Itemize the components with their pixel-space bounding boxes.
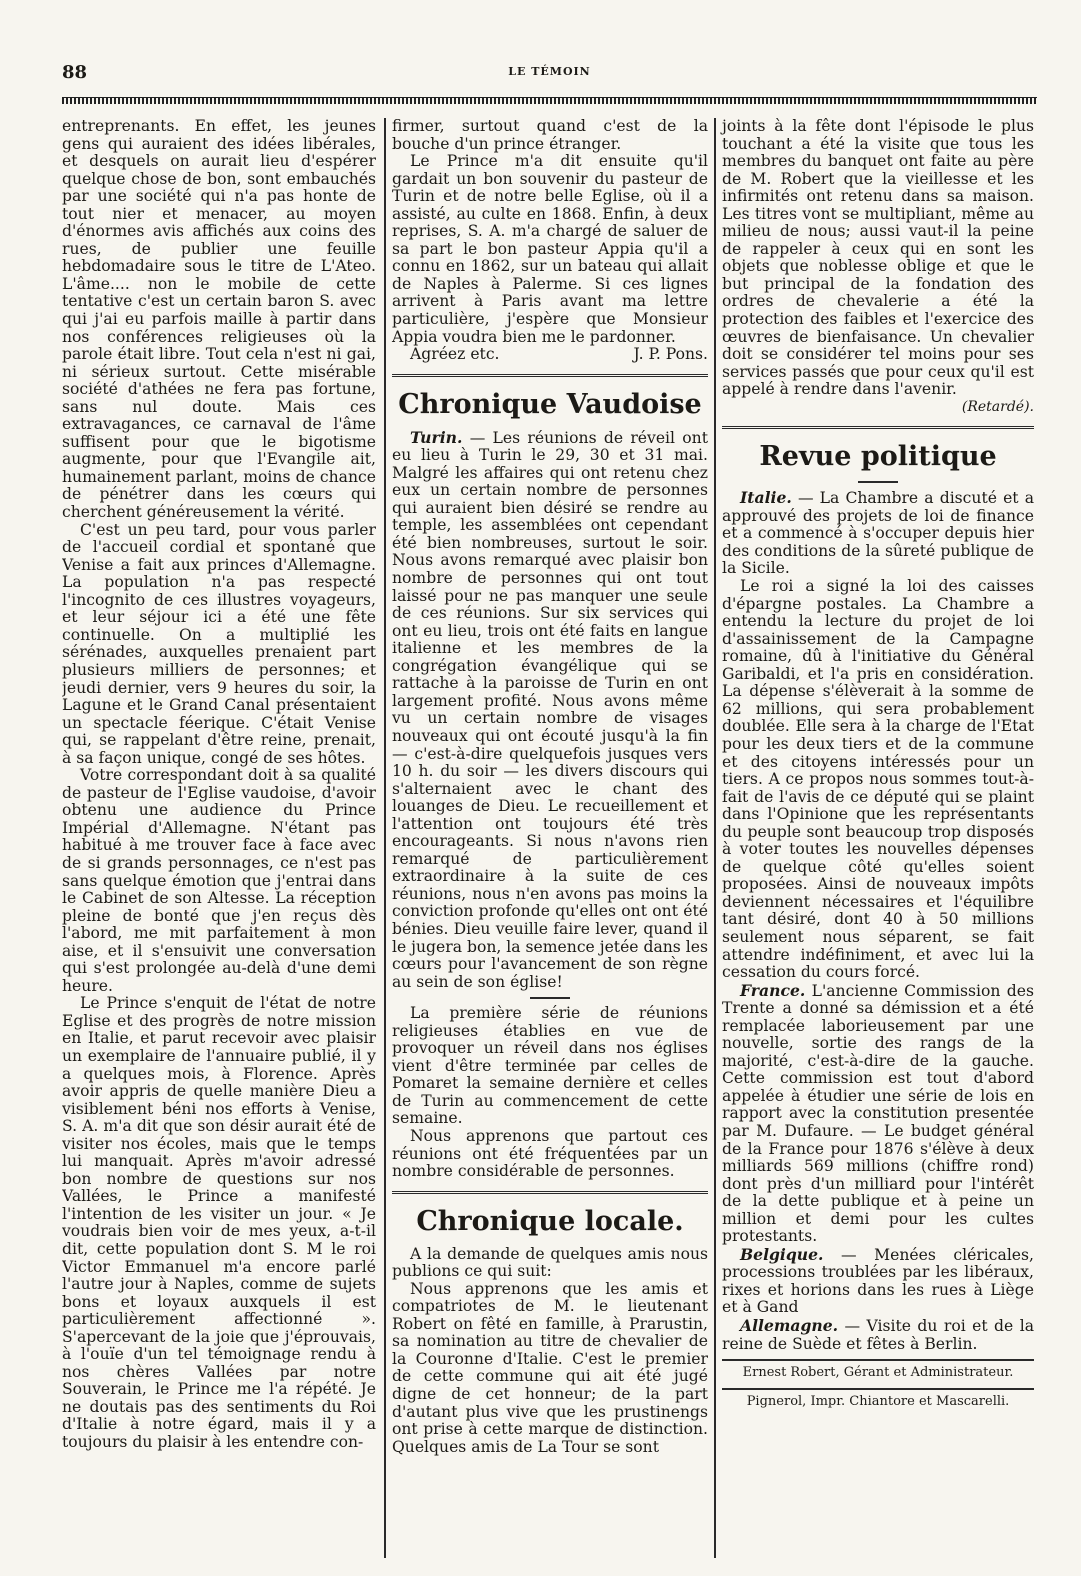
paragraph: C'est un peu tard, pour vous parler de l'accueil cordial et spontané que Venise a fait aux princes d'Allemagne. La population n'a pas respecté l'incognito de ces illustres voyageurs, et leur séjour ici a été une fête continuelle. On a multiplié les sérénades, auxquelles prenaient part plusieurs milliers de personnes; et jeudi dernier, vers 9 heures du soir, la Lagune et le Grand Canal présentaient un spectacle féerique. C'était Venise qui, se rappelant d'être reine, prenait, à sa façon unique, congé de ses hôtes. [62, 520, 376, 767]
news-item [722, 1317, 1034, 1353]
paragraph: firmer, surtout quand c'est de la bouche d'un prince étranger. [392, 117, 708, 153]
section-rule [722, 426, 1034, 429]
news-item [722, 1246, 1034, 1317]
news-item [392, 429, 708, 992]
signature: J. P. Pons. [633, 345, 708, 364]
imprint-rule [722, 1359, 1034, 1361]
column-divider [714, 118, 716, 1558]
header-rule [62, 97, 1037, 104]
paragraph: Le Prince s'enquit de l'état de notre Eglise et des progrès de notre mission en Italie, et parut recevoir avec plaisir un exemplaire de l'annuaire publié, il y a quelques mois, à Florence. Après avoir appris de quelle manière Dieu a visiblement béni nos efforts à Venise, S. A. m'a dit que son désir aurait été de visiter nos écoles, mais que le temps lui manquait. Après m'avoir adressé bon nombre de questions sur nos Vallées, le Prince a manifesté l'intention de les visiter un jour. « Je voudrais bien voir de mes yeux, a-t-il dit, cette population dont S. M le roi Victor Emmanuel m'a encore parlé l'autre jour à Naples, comme de sujets bons et loyaux auxquels il est particulièrement affectionné ». S'apercevant de la joie que j'éprouvais, à l'ouïe d'un tel témoignage rendu à nos chères Vallées par notre Souverain, le Prince me l'a répété. Je ne doutais pas des sentiments du Roi d'Italie à notre égard, mais il y a toujours du plaisir à les entendre con- [62, 994, 376, 1452]
paragraph: La première série de réunions religieuses établies en vue de provoquer un réveil dans nos églises vient d'être terminée par celles de Pomaret la semaine dernière et celles de Turin au commencement de cette semaine. [392, 1004, 708, 1128]
section-heading-revue-politique: Revue politique [759, 441, 997, 473]
news-text: — Les réunions de réveil ont eu lieu à Turin le 29, 30 et 31 mai. Malgré les affaires qui ont retenu chez eux un certain nombre de personnes qui auraient bien désiré se rendre au temple, les assemblées ont cependant été bien nombreuses, surtout le soir. Nous avons remarqué avec plaisir bon nombre de personnes qui ont tout laissé pour ne pas manquer une seule de ces réunions. Sur six services qui ont eu lieu, trois ont été faits en langue italienne et les membres de la congrégation évangélique qui se rattache à la paroisse de Turin en ont largement profité. Nous avons même vu un certain nombre de visages nouveaux qui ont écouté jusqu'à la fin — c'est-à-dire quelquefois jusques vers 10 h. du soir — les divers discours qui s'alternaient avec le chant des louanges de Dieu. Le recueillement et l'attention ont toujours été très encourageants. Si nous n'avons rien remarqué de particulièrement extraordinaire à la suite de ces réunions, nous n'en avons pas moins la conviction profonde qu'elles ont ont été bénies. Dieu veuille faire lever, quand il le jugera bon, la semence jetée dans les cœurs pour l'avancement de son règne au sein de son église! [392, 428, 708, 991]
imprint-gerant: Ernest Robert, Gérant et Administrateur. [742, 1365, 1014, 1381]
separator [530, 997, 570, 999]
place-tag: Turin. [410, 427, 463, 447]
journal-title: LE TÉMOIN [508, 65, 591, 78]
separator [858, 481, 898, 483]
section-rule [392, 1191, 708, 1194]
country-tag: France. [740, 980, 806, 1000]
letter-signature [392, 346, 708, 364]
column-3 [722, 118, 1034, 1410]
page-number: 88 [62, 62, 88, 83]
section-heading-chronique-locale: Chronique locale. [416, 1205, 684, 1237]
paragraph: Le Prince m'a dit ensuite qu'il gardait un bon souvenir du pasteur de Turin et de notre belle Eglise, où il a assisté, au culte en 1868. Enfin, à deux reprises, S. A. m'a chargé de saluer de sa part le bon pasteur Appia qu'il a connu en 1862, sur un bateau qui allait de Naples à Palerme. Si ces lignes arrivent à Paris avant ma lettre particulière, j'espère que Monsieur Appia voudra bien me le pardonner. [392, 152, 708, 346]
paragraph: entreprenants. En effet, les jeunes gens qui auraient des idées libérales, et desquels on aurait lieu d'espérer quelque chose de bon, sont embauchés par une société qui n'a pas honte de tout nier et menacer, au moyen d'énormes avis affichés aux coins des rues, de publier une feuille hebdomadaire sous le titre de L'Ateo. L'âme.... non le mobile de cette tentative c'est un certain baron S. avec qui j'ai eu parfois maille à partir dans nos conférences religieuses où la parole était libre. Tout cela n'est ni gai, ni sérieux surtout. Cette misérable société d'athées ne fera pas fortune, sans nul doute. Mais ces extravagances, ce carnaval de l'âme suffisent pour que le bigotisme augmente, pour que l'Evangile ait, humainement parlant, moins de chance de pénétrer dans les cœurs qui cherchent généreusement la vérité. [62, 118, 376, 522]
news-text: — La Chambre a discuté et a approuvé des projets de loi de finance et a commencé à s'occuper depuis hier des conditions de la sûreté publique de la Sicile. [722, 489, 1034, 578]
paragraph: Nous apprenons que les amis et compatriotes de M. le lieutenant Robert on fêté en famille, à Prarustin, sa nomination au titre de chevalier de la Couronne d'Italie. C'est le premier de cette commune qui ait été jugé digne de cet honneur; de la part d'autant plus vive que les prustinengs ont prise à cette marque de distinction. Quelques amis de La Tour se sont [392, 1279, 708, 1456]
section-rule [392, 374, 708, 377]
page-header [62, 62, 1037, 84]
paragraph: Votre correspondant doit à sa qualité de pasteur de l'Eglise vaudoise, d'avoir obtenu une audience du Prince Impérial d'Allemagne. N'étant pas habitué à me trouver face à face avec de si grands personnages, ce n'est pas sans quelque émotion que j'entrai dans le Cabinet de son Altesse. La réception pleine de bonté que j'en reçus dès l'abord, me mit parfaitement à mon aise, et il s'ensuivit une conversation qui s'est prolongée au-delà d'une demi heure. [62, 766, 376, 995]
closing: Agréez etc. [410, 345, 500, 364]
country-tag: Allemagne. [740, 1316, 839, 1335]
news-text: — Menées cléricales, processions troublées par les libéraux, rixes et horions dans les rues à Liège et à Gand [722, 1245, 1034, 1317]
paragraph: joints à la fête dont l'épisode le plus touchant a été la visite que tous les membres du banquet ont faite au père de M. Robert que la vieillesse et les infirmités ont retenu dans sa maison. Les titres vont se multipliant, même au milieu de nous; aussi vaut-il la peine de rappeler à ceux qui en sont les objets que noblesse oblige et que le but principal de la fondation des ordres de chevalerie a été la protection des faibles et l'exercice des œuvres de bienfaisance. Un chevalier doit se considérer tel moins pour ses services passés que pour ceux qu'il est appelé à rendre dans l'avenir. [722, 117, 1034, 399]
column-2 [392, 118, 708, 1456]
column-1 [62, 118, 376, 1558]
news-item [722, 982, 1034, 1246]
imprint-rule [722, 1388, 1034, 1390]
note-retarde: (Retardé). [961, 398, 1034, 415]
paragraph: A la demande de quelques amis nous publions ce qui suit: [392, 1244, 708, 1281]
paragraph: Nous apprenons que partout ces réunions ont été fréquentées par un nombre considérable de personnes. [392, 1126, 708, 1181]
imprint-printer: Pignerol, Impr. Chiantore et Mascarelli. [746, 1393, 1010, 1409]
paragraph: Le roi a signé la loi des caisses d'épargne postales. La Chambre a entendu la lecture du projet de loi d'assainissement de la Campagne romaine, dû à l'initiative du Général Garibaldi, et l'a pris en considération. La dépense s'élèverait à la somme de 62 millions, qui sera probablement doublée. Elle sera à la charge de l'Etat pour les deux tiers et de la commune et des citoyens intéressés pour un tiers. A ce propos nous sommes tout-à-fait de l'avis de ce député qui se plaint dans l'Opinione que les représentants du peuple sont beaucoup trop disposés à voter toutes les nouvelles dépenses de quelque côté qu'elles soient proposées. Ainsi de nouveaux impôts deviennent nécessaires et l'équilibre tant désiré, dont 40 à 50 millions seulement nous séparent, se fait attendre indéfiniment, et avec lui la cessation du cours forcé. [722, 577, 1034, 982]
news-text: — Visite du roi et de la reine de Suède et fêtes à Berlin. [722, 1317, 1034, 1353]
country-tag: Belgique. [740, 1244, 824, 1264]
news-text: L'ancienne Commission des Trente a donné sa démission et a été remplacée laborieusement par une nouvelle, sortie des rangs de la majorité, c'est-à-dire de la gauche. Cette commission est tout d'abord appelée à étudier une série de lois en rapport avec la constitution presentée par M. Dufaure. — Le budget général de la France pour 1876 s'élève à deux milliards 569 millions (chiffre rond) dont près d'un milliard pour l'intérêt de la dette publique et à peine un million et demi pour les cultes protestants. [722, 981, 1034, 1246]
section-heading-chronique-vaudoise: Chronique Vaudoise [398, 388, 702, 420]
news-item [722, 489, 1034, 578]
country-tag: Italie. [740, 488, 792, 508]
column-divider [384, 118, 386, 1558]
